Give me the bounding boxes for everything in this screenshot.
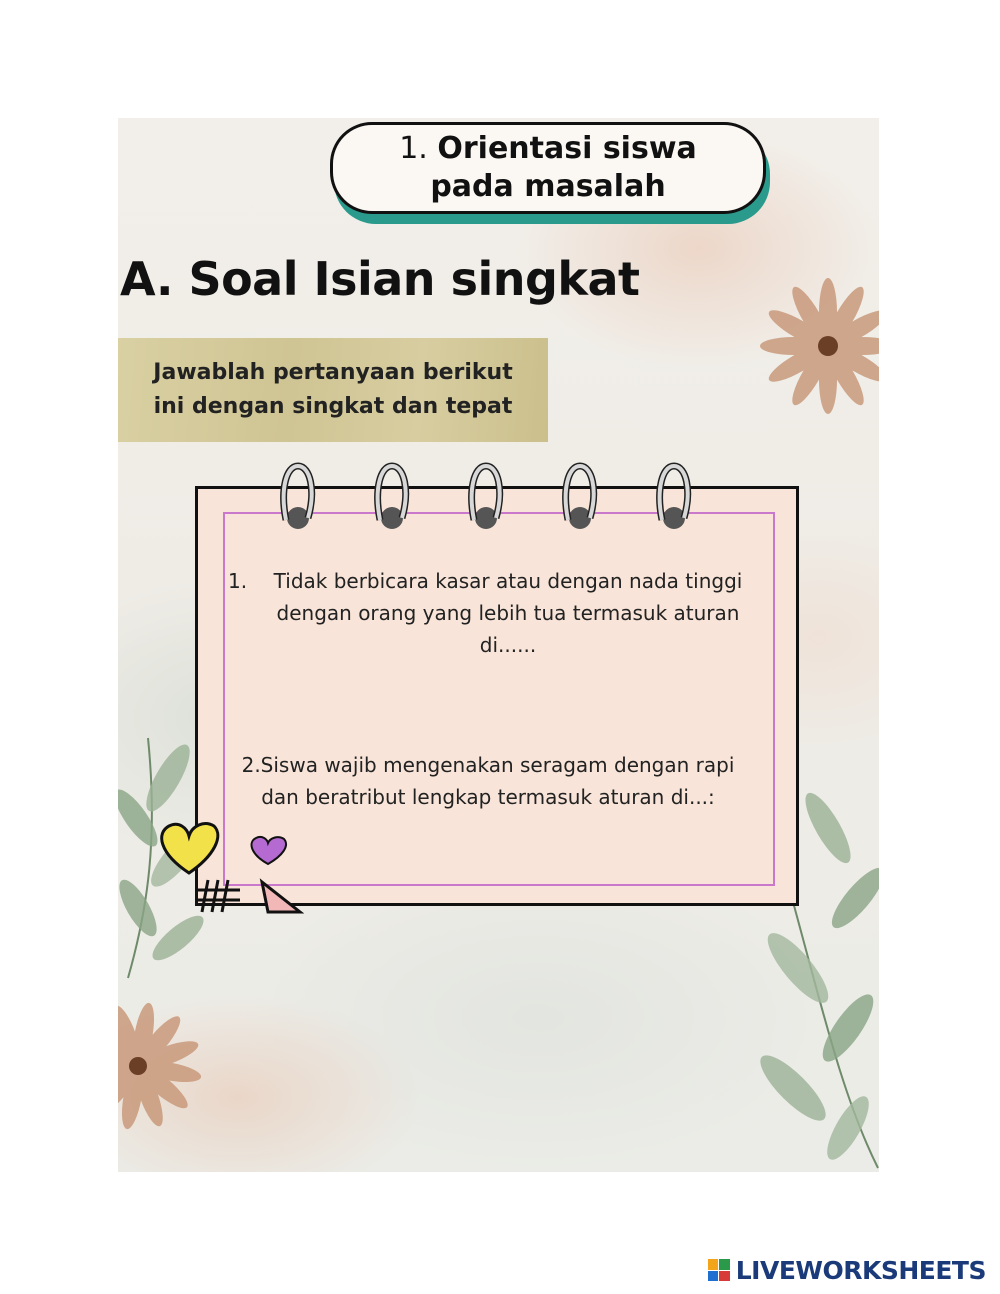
instruction-text: Jawablah pertanyaan berikut ini dengan singkat dan tepat <box>153 360 513 419</box>
spiral-ring-icon <box>276 460 320 534</box>
section-number: 1. <box>399 131 428 166</box>
flower-icon <box>118 988 248 1138</box>
flower-icon <box>748 268 879 418</box>
section-title-line1 <box>399 130 697 168</box>
hash-doodle-icon <box>196 878 242 914</box>
question-2: 2.Siswa wajib mengenakan seragam dengan rapi dan beratribut lengkap termasuk aturan di...: <box>241 753 735 809</box>
brand-footer <box>708 1252 986 1288</box>
worksheet-page <box>118 118 879 1172</box>
section-title-text: Orientasi siswa <box>437 131 697 166</box>
spiral-ring-icon <box>464 460 508 534</box>
heart-icon <box>246 834 290 868</box>
spiral-ring-icon <box>558 460 602 534</box>
spiral-ring-icon <box>652 460 696 534</box>
question-1-number: 1. <box>228 569 248 593</box>
brand-name: LIVEWORKSHEETS <box>735 1255 986 1285</box>
page-heading: A. Soal Isian singkat <box>120 252 640 306</box>
section-title-line2: pada masalah <box>430 169 666 204</box>
liveworksheets-logo-icon <box>708 1259 730 1281</box>
instruction-banner <box>118 338 548 442</box>
section-title-pill <box>330 122 766 214</box>
question-1 <box>228 565 748 661</box>
question-1-text: Tidak berbicara kasar atau dengan nada tinggi dengan orang yang lebih tua termasuk aturan di...... <box>273 569 743 657</box>
triangle-icon <box>258 878 304 916</box>
heart-icon <box>154 818 224 878</box>
spiral-ring-icon <box>370 460 414 534</box>
